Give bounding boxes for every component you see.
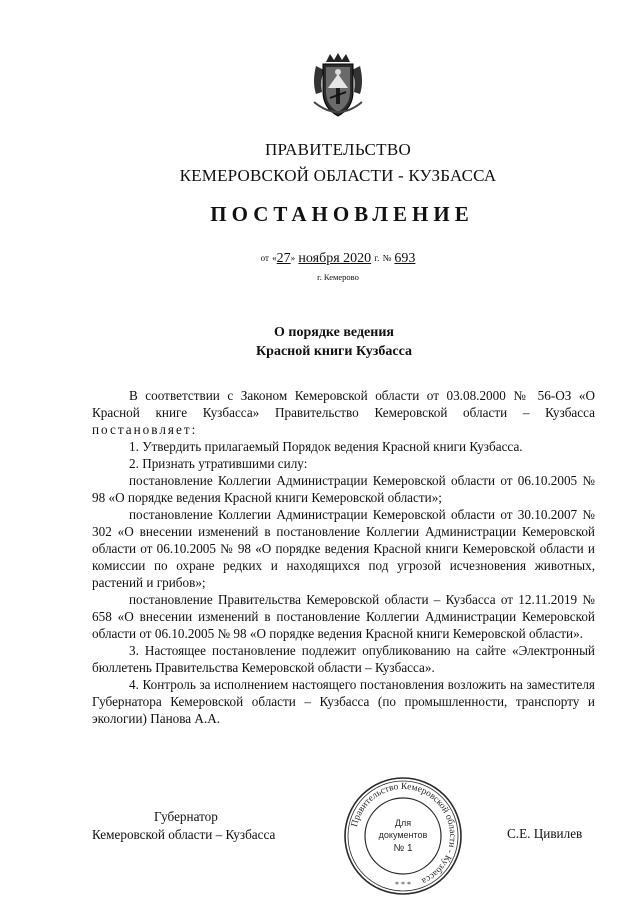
preamble-paragraph — [92, 387, 595, 438]
repeal-1: постановление Коллегии Администрации Кемеровской области от 06.10.2005 № 98 «О порядке ведения Красной книги Кемеровской области»; — [92, 473, 595, 505]
date-day: 27 — [276, 251, 291, 266]
government-name-line1: ПРАВИТЕЛЬСТВО — [264, 140, 412, 159]
stamp-line1: Для — [394, 818, 412, 828]
official-stamp — [342, 775, 464, 897]
government-name-line2: КЕМЕРОВСКОЙ ОБЛАСТИ - КУЗБАССА — [179, 166, 497, 185]
kuzbass-coat-of-arms-icon — [310, 52, 366, 120]
item-1: 1. Утвердить прилагаемый Порядок ведения Красной книги Кузбасса. — [129, 439, 523, 454]
item-2: 2. Признать утратившими силу: — [129, 456, 308, 471]
stamp-line2: документов — [378, 830, 428, 840]
stamp-ring-text: Правительство Кемеровской области - Кузбасса — [349, 781, 458, 886]
title-line1: О порядке ведения — [274, 325, 394, 340]
date-number-line — [18, 250, 640, 267]
quote-close: » — [290, 253, 296, 263]
number-prefix: № — [382, 253, 392, 263]
year-suffix: г. — [374, 253, 380, 263]
quote-open: « — [272, 253, 277, 263]
item-4: 4. Контроль за исполнением настоящего постановления возложить на заместителя Губернатора Кемеровской области – Кузбасса (по промышленности, транспорту и экологии) Панова А.А. — [92, 677, 595, 726]
signatory-name: С.Е. Цивилев — [507, 826, 583, 841]
position-line1: Губернатор — [154, 809, 218, 824]
date-prefix: от — [260, 253, 269, 263]
signatory-position — [92, 808, 322, 844]
repeal-2: постановление Коллегии Администрации Кемеровской области от 30.10.2007 № 302 «О внесении изменений в постановление Коллегии Администрации Кемеровской области от 06.10.2005 № 98 «О порядке ведения Красной книги Кемеровской области и комиссии по охране редких и находящихся под угрозой исчезновения животных, растений и грибов»; — [92, 507, 595, 590]
repeal-3: постановление Правительства Кемеровской области – Кузбасса от 12.11.2019 № 658 «О внесении изменений в постановление Коллегии Администрации Кемеровской области от 06.10.2005 № 98 «О порядке ведения Красной книги Кемеровской области». — [92, 592, 595, 641]
city-label: г. Кемерово — [317, 272, 359, 282]
preamble-verb: постановляет: — [92, 422, 198, 437]
stamp-line3: № 1 — [393, 843, 413, 854]
item-3: 3. Настоящее постановление подлежит опубликованию на сайте «Электронный бюллетень Правительства Кемеровской области – Кузбасса». — [92, 643, 595, 675]
document-type-heading: ПОСТАНОВЛЕНИЕ — [210, 202, 474, 226]
position-line2: Кемеровской области – Кузбасса — [92, 827, 276, 842]
date-month-year: ноября 2020 — [298, 251, 372, 266]
document-number: 693 — [394, 251, 416, 266]
document-title — [14, 323, 640, 361]
title-line2: Красной книги Кузбасса — [256, 344, 412, 359]
stamp-bottom-marks: * * * — [395, 880, 411, 889]
preamble-text: В соответствии с Законом Кемеровской области от 03.08.2000 № 56-ОЗ «О Красной книге Кузбасса» Правительство Кемеровской области – Кузбасса — [92, 388, 595, 420]
document-body — [92, 387, 595, 727]
